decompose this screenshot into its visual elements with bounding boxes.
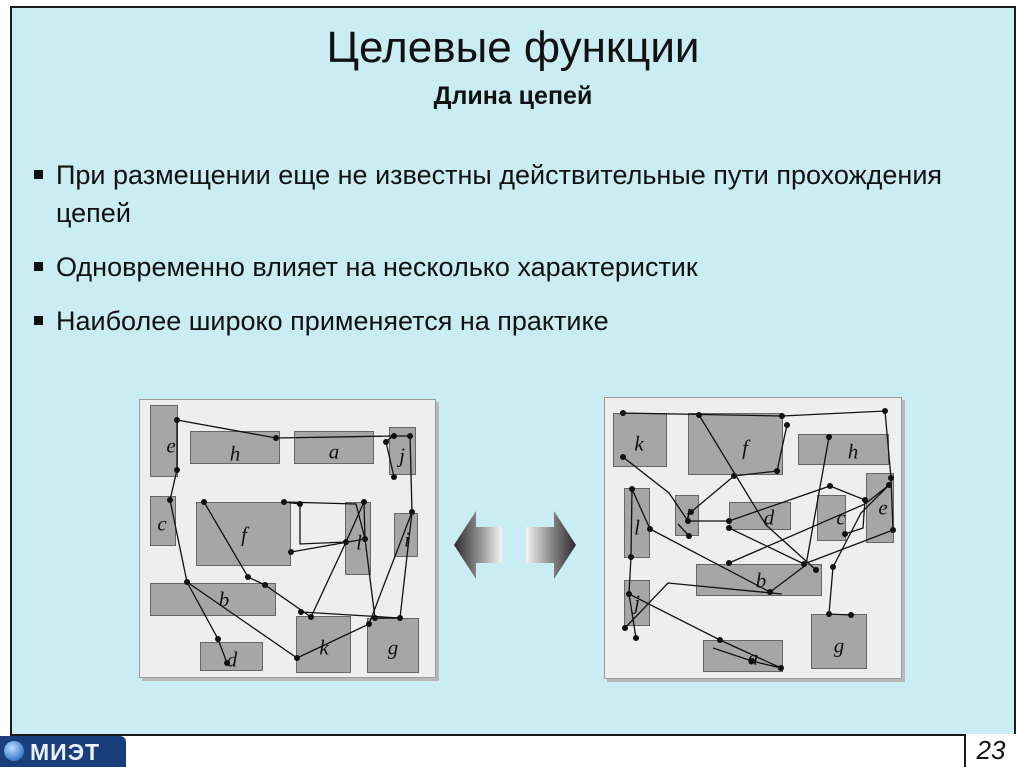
logo-text: МИЭТ <box>30 739 101 765</box>
bullet-square-icon <box>34 170 43 179</box>
cell-label-a: a <box>328 439 340 464</box>
cell-label-g: g <box>387 635 399 660</box>
bullet-text: Одновременно влияет на несколько характеристик <box>56 252 698 282</box>
cell-label-d: d <box>763 505 775 530</box>
cell-label-f: f <box>241 522 247 547</box>
cell-label-j: j <box>634 590 640 615</box>
slide-subtitle: Длина цепей <box>433 82 593 110</box>
globe-icon <box>4 741 24 761</box>
placement-panel-left <box>139 399 436 678</box>
cell-label-e: e <box>878 495 888 520</box>
cell-label-h: h <box>847 439 859 464</box>
cell-label-f: f <box>742 435 748 460</box>
cell-label-i: i <box>685 503 691 528</box>
bullet-list <box>30 156 990 356</box>
miet-logo <box>0 736 126 767</box>
swap-arrows-icon <box>450 505 580 585</box>
cell-label-j: j <box>399 443 405 468</box>
cell-label-k: k <box>319 635 329 660</box>
cell-label-c: c <box>157 511 167 536</box>
bullet-square-icon <box>34 262 43 271</box>
bullet-text: При размещении еще не известны действительные пути прохождения цепей <box>56 160 943 228</box>
bullet-square-icon <box>34 316 43 325</box>
cell-label-i: i <box>404 527 410 552</box>
bullet-text: Наиболее широко применяется на практике <box>56 306 609 336</box>
cell-label-l: l <box>634 515 640 540</box>
bullet-item <box>30 156 990 232</box>
slide <box>10 6 1016 736</box>
slide-title: Целевые функции <box>326 23 700 72</box>
cell-label-b: b <box>218 587 230 612</box>
cell-label-e: e <box>166 433 176 458</box>
page-number: 23 <box>964 734 1016 767</box>
bullet-item <box>30 248 990 286</box>
cell-label-g: g <box>833 633 845 658</box>
cell-label-b: b <box>755 568 767 593</box>
cell-label-k: k <box>634 431 644 456</box>
cell-label-c: c <box>836 505 846 530</box>
placement-panel-right <box>604 397 902 679</box>
cell-label-l: l <box>356 530 362 555</box>
cell-label-h: h <box>229 441 241 466</box>
cell-label-a: a <box>747 645 759 670</box>
cell-label-d: d <box>226 647 238 672</box>
bullet-item <box>30 302 990 340</box>
